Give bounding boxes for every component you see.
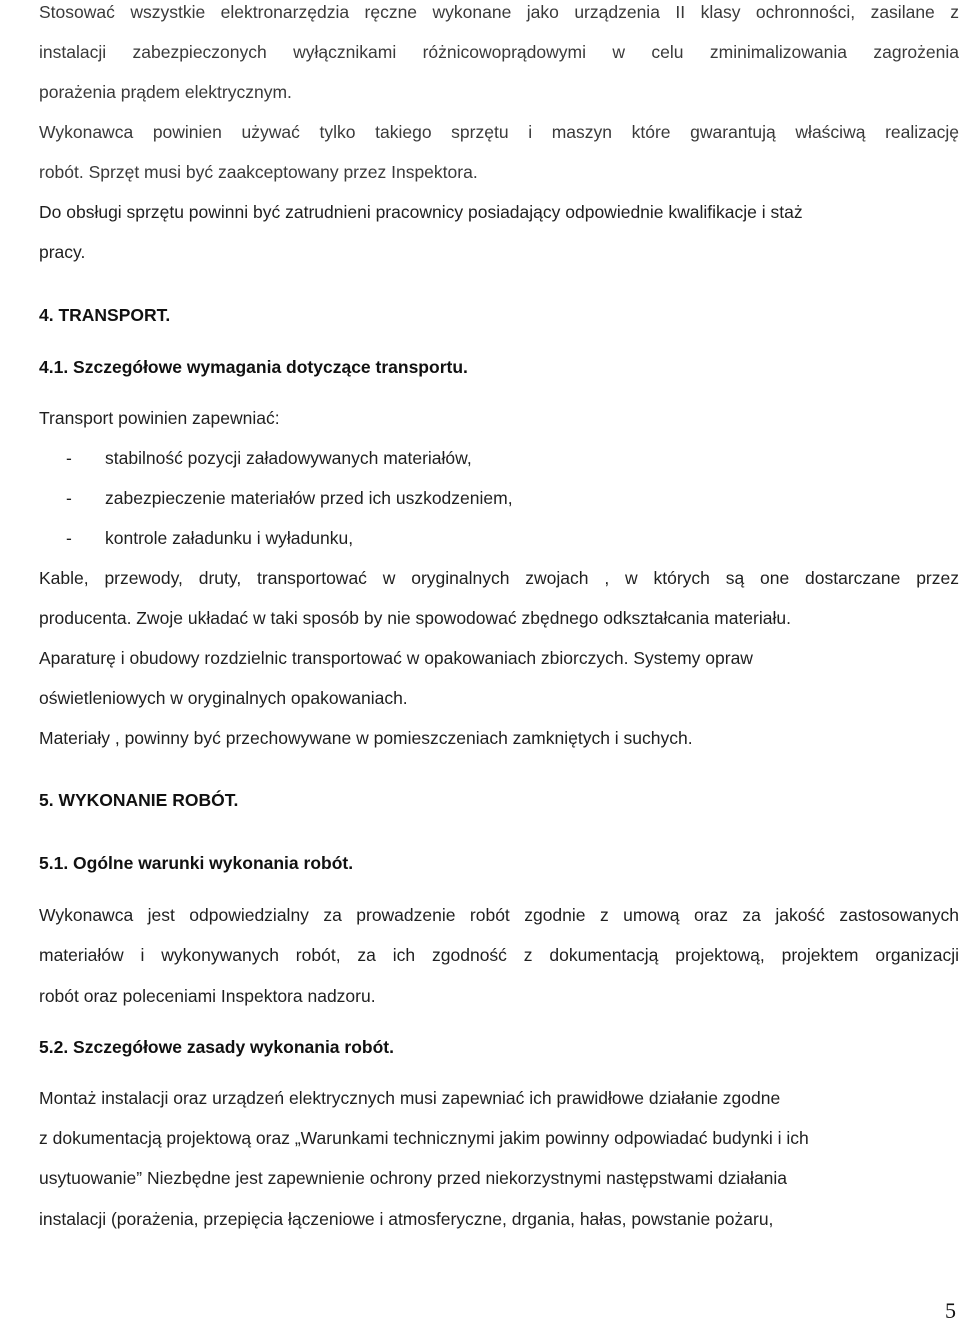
bullet-item: zabezpieczenie materiałów przed ich uszkodzeniem, (105, 488, 513, 508)
subsection-heading-5-1: 5.1. Ogólne warunki wykonania robót. (39, 853, 354, 873)
execution-detail-line-4: instalacji (porażenia, przepięcia łączeniowe i atmosferyczne, drgania, hałas, powstanie pożaru, (39, 1209, 774, 1229)
execution-general-line-3: robót oraz poleceniami Inspektora nadzoru. (39, 986, 376, 1006)
transport-line-4: oświetleniowych w oryginalnych opakowaniach. (39, 688, 408, 708)
bullet-item: stabilność pozycji załadowywanych materiałów, (105, 448, 472, 468)
intro-line-7: pracy. (39, 242, 86, 262)
execution-detail-line-2: z dokumentacją projektową oraz „Warunkami technicznymi jakim powinny odpowiadać budynki i ich (39, 1128, 809, 1148)
section-heading-execution: 5. WYKONANIE ROBÓT. (39, 790, 239, 810)
page-number: 5 (945, 1298, 956, 1323)
transport-line-1: Kable, przewody, druty, transportować w oryginalnych zwojach , w których są one dostarczane przez (39, 568, 959, 588)
bullet-marker: - (66, 528, 72, 548)
transport-line-2: producenta. Zwoje układać w taki sposób by nie spowodować zbędnego odkształcania materiału. (39, 608, 791, 628)
bullet-marker: - (66, 448, 72, 468)
execution-general-line-2: materiałów i wykonywanych robót, za ich zgodność z dokumentacją projektową, projektem organizacji (39, 945, 959, 965)
intro-line-5: robót. Sprzęt musi być zaakceptowany przez Inspektora. (39, 162, 478, 182)
bullet-marker: - (66, 488, 72, 508)
intro-line-2: instalacji zabezpieczonych wyłącznikami różnicowoprądowymi w celu zminimalizowania zagrożenia (39, 42, 959, 62)
intro-line-6: Do obsługi sprzętu powinni być zatrudnieni pracownicy posiadający odpowiednie kwalifikacje i staż (39, 202, 803, 222)
subsection-heading-5-2: 5.2. Szczegółowe zasady wykonania robót. (39, 1037, 394, 1057)
transport-line-5: Materiały , powinny być przechowywane w pomieszczeniach zamkniętych i suchych. (39, 728, 693, 748)
transport-intro: Transport powinien zapewniać: (39, 408, 280, 428)
execution-detail-line-1: Montaż instalacji oraz urządzeń elektrycznych musi zapewniać ich prawidłowe działanie zgodne (39, 1088, 781, 1108)
subsection-heading-4-1: 4.1. Szczegółowe wymagania dotyczące transportu. (39, 357, 468, 377)
section-heading-transport: 4. TRANSPORT. (39, 305, 171, 325)
execution-detail-line-3: usytuowanie” Niezbędne jest zapewnienie ochrony przed niekorzystnymi następstwami działania (39, 1168, 788, 1188)
intro-line-1: Stosować wszystkie elektronarzędzia ręczne wykonane jako urządzenia II klasy ochronności, zasilane z (39, 2, 959, 22)
bullet-item: kontrole załadunku i wyładunku, (105, 528, 354, 548)
execution-general-line-1: Wykonawca jest odpowiedzialny za prowadzenie robót zgodnie z umową oraz za jakość zastosowanych (39, 905, 959, 925)
intro-line-4: Wykonawca powinien używać tylko takiego sprzętu i maszyn które gwarantują właściwą realizację (39, 122, 959, 142)
transport-line-3: Aparaturę i obudowy rozdzielnic transportować w opakowaniach zbiorczych. Systemy opraw (39, 648, 753, 668)
intro-line-3: porażenia prądem elektrycznym. (39, 82, 292, 102)
